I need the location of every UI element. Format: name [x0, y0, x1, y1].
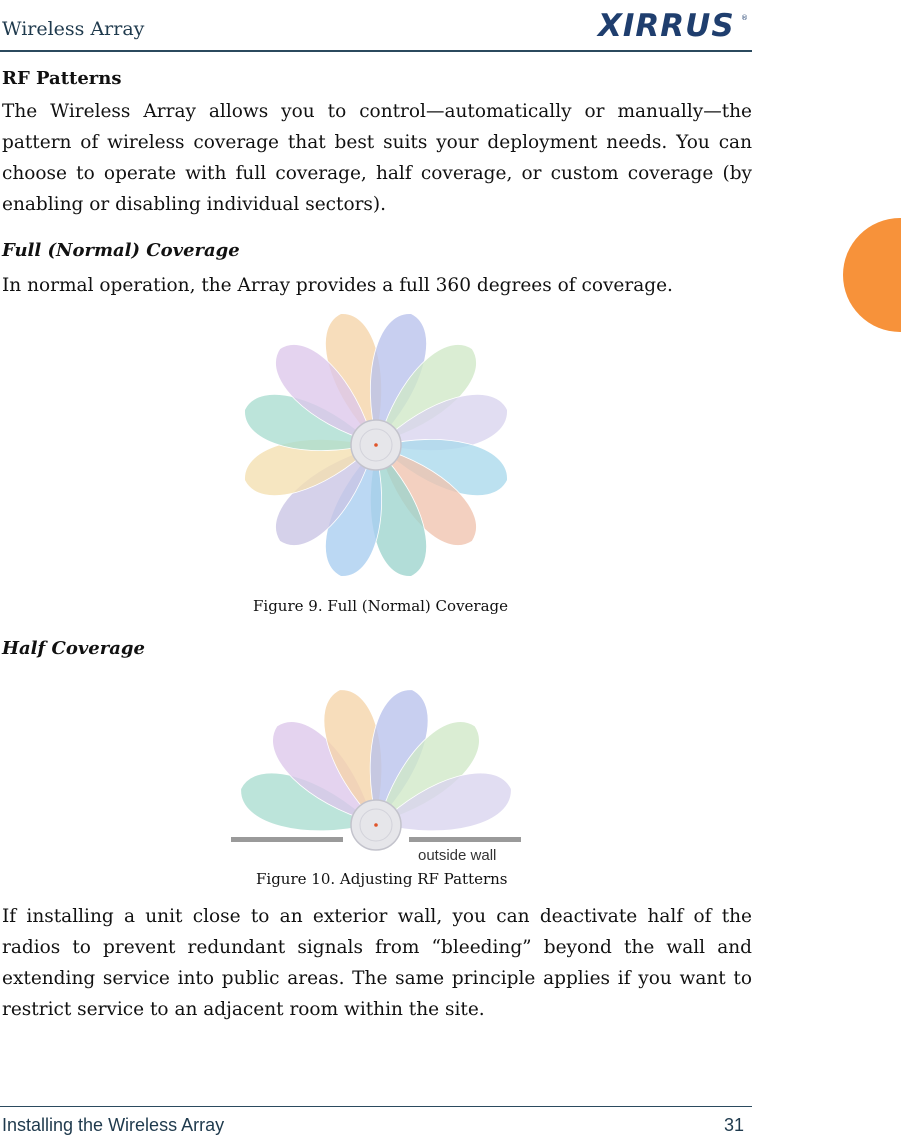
- footer-rule: [0, 1106, 752, 1107]
- half-coverage-text: If installing a unit close to an exterior wall, you can deactivate half of the radios to prevent redundant signals from “bleeding” beyond the wall and extending service into public areas. The same principle applies if you want to restrict service to an adjacent room within the site.: [2, 906, 752, 1020]
- figure-9-caption: Figure 9. Full (Normal) Coverage: [253, 597, 509, 615]
- chapter-tab: [843, 218, 901, 332]
- full-coverage-figure: [236, 305, 516, 585]
- figure-10-caption: Figure 10. Adjusting RF Patterns: [256, 870, 508, 888]
- inside-wall-line: [231, 837, 343, 842]
- half-coverage-figure: [226, 680, 526, 868]
- intro-paragraph: The Wireless Array allows you to control—automatically or manually—the pattern of wireless coverage that best suits your deployment needs. You can choose to operate with full coverage, half coverage, or custom coverage (by enabling or disabling individual sectors).: [2, 101, 752, 215]
- half-array-led: [374, 823, 378, 827]
- full-coverage-text: In normal operation, the Array provides a full 360 degrees of coverage.: [2, 275, 673, 296]
- full-coverage-heading: Full (Normal) Coverage: [2, 240, 240, 261]
- outside-wall-label: outside wall: [418, 847, 497, 864]
- footer-chapter-title: Installing the Wireless Array: [2, 1115, 225, 1135]
- half-coverage-heading: Half Coverage: [2, 638, 145, 659]
- logo-registered-mark: ®: [741, 14, 748, 22]
- outside-wall-line: [409, 837, 521, 842]
- page-number: 31: [724, 1115, 745, 1135]
- xirrus-logo: [596, 6, 748, 42]
- logo-text: XIRRUS: [598, 8, 735, 42]
- full-array-led: [374, 443, 378, 447]
- header-rule: [0, 50, 752, 52]
- header-title: Wireless Array: [2, 18, 145, 40]
- section-heading: RF Patterns: [2, 68, 122, 89]
